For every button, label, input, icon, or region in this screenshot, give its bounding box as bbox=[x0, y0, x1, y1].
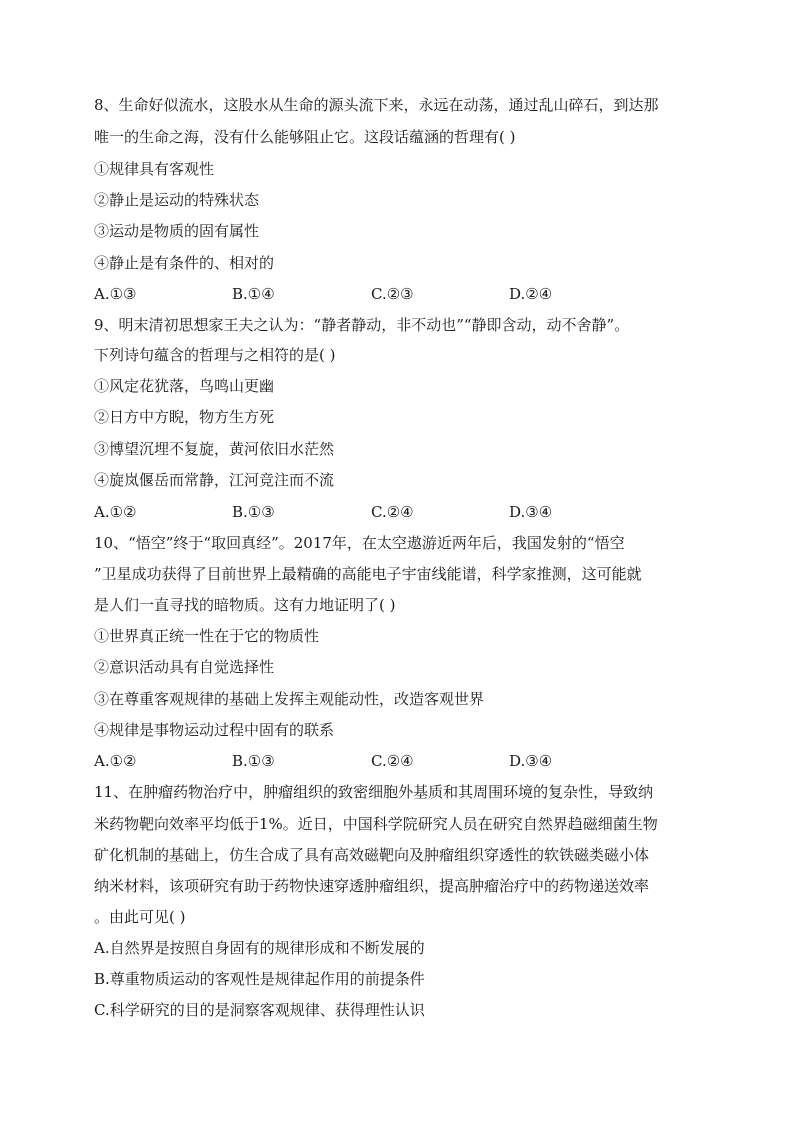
q9-option-a[interactable]: A.①② bbox=[94, 503, 137, 521]
q10-option-d[interactable]: D.③④ bbox=[509, 752, 553, 770]
q9-option-b[interactable]: B.①③ bbox=[232, 503, 275, 521]
q11-stem-line-5: 。由此可见( ) bbox=[94, 908, 186, 926]
q11-option-b[interactable]: B.尊重物质运动的客观性是规律起作用的前提条件 bbox=[94, 970, 425, 988]
q8-option-b[interactable]: B.①④ bbox=[232, 285, 275, 303]
q8-stem-line-2: 唯一的生命之海，没有什么能够阻止它。这段话蕴涵的哲理有( ) bbox=[94, 128, 516, 146]
q10-option-a[interactable]: A.①② bbox=[94, 752, 137, 770]
q10-options bbox=[94, 751, 714, 771]
q10-stem-line-3: 是人们一直寻找的暗物质。这有力地证明了( ) bbox=[94, 596, 396, 614]
q8-statement-1: ①规律具有客观性 bbox=[94, 160, 215, 178]
q9-stem-line-2: 下列诗句蕴含的哲理与之相符的是( ) bbox=[94, 346, 336, 364]
q10-stem-line-2: ”卫星成功获得了目前世界上最精确的高能电子宇宙线能谱，科学家推测，这可能就 bbox=[94, 565, 642, 583]
q11-option-c[interactable]: C.科学研究的目的是洞察客观规律、获得理性认识 bbox=[94, 1001, 425, 1019]
q8-option-c[interactable]: C.②③ bbox=[371, 285, 414, 303]
q8-stem-line-1: 8、生命好似流水，这股水从生命的源头流下来，永远在动荡，通过乱山碎石，到达那 bbox=[94, 96, 659, 114]
q10-statement-2: ②意识活动具有自觉选择性 bbox=[94, 658, 275, 676]
q11-option-a[interactable]: A.自然界是按照自身固有的规律形成和不断发展的 bbox=[94, 939, 425, 957]
q9-stem-line-1: 9、明末清初思想家王夫之认为：“静者静动，非不动也”“静即含动，动不舍静”。 bbox=[94, 316, 630, 334]
q11-stem-line-1: 11、在肿瘤药物治疗中，肿瘤组织的致密细胞外基质和其周围环境的复杂性，导致纳 bbox=[94, 783, 654, 801]
q9-option-d[interactable]: D.③④ bbox=[509, 503, 553, 521]
q9-option-c[interactable]: C.②④ bbox=[371, 503, 414, 521]
q8-option-d[interactable]: D.②④ bbox=[509, 285, 553, 303]
q10-option-c[interactable]: C.②④ bbox=[371, 752, 414, 770]
q10-stem-line-1: 10、“悟空”终于“取回真经”。2017年，在太空遨游近两年后，我国发射的“悟空 bbox=[94, 534, 625, 552]
q8-options bbox=[94, 284, 714, 304]
q10-option-b[interactable]: B.①③ bbox=[232, 752, 275, 770]
q8-option-a[interactable]: A.①③ bbox=[94, 285, 137, 303]
q9-statement-2: ②日方中方睨，物方生方死 bbox=[94, 408, 275, 426]
q11-stem-line-2: 米药物靶向效率平均低于1%。近日，中国科学院研究人员在研究自然界趋磁细菌生物 bbox=[94, 815, 658, 833]
q9-statement-1: ①风定花犹落，鸟鸣山更幽 bbox=[94, 377, 275, 395]
q9-options bbox=[94, 502, 714, 522]
q9-statement-4: ④旋岚偃岳而常静，江河竞注而不流 bbox=[94, 471, 335, 489]
q10-statement-3: ③在尊重客观规律的基础上发挥主观能动性，改造客观世界 bbox=[94, 690, 485, 708]
q8-statement-2: ②静止是运动的特殊状态 bbox=[94, 191, 260, 209]
q10-statement-4: ④规律是事物运动过程中固有的联系 bbox=[94, 721, 335, 739]
q11-stem-line-4: 纳米材料，该项研究有助于药物快速穿透肿瘤组织，提高肿瘤治疗中的药物递送效率 bbox=[94, 877, 650, 895]
q9-statement-3: ③博望沉埋不复旋，黄河依旧水茫然 bbox=[94, 440, 335, 458]
q8-statement-3: ③运动是物质的固有属性 bbox=[94, 222, 260, 240]
q8-statement-4: ④静止是有条件的、相对的 bbox=[94, 254, 275, 272]
q11-stem-line-3: 矿化机制的基础上，仿生合成了具有高效磁靶向及肿瘤组织穿透性的软铁磁类磁小体 bbox=[94, 846, 650, 864]
q10-statement-1: ①世界真正统一性在于它的物质性 bbox=[94, 627, 320, 645]
